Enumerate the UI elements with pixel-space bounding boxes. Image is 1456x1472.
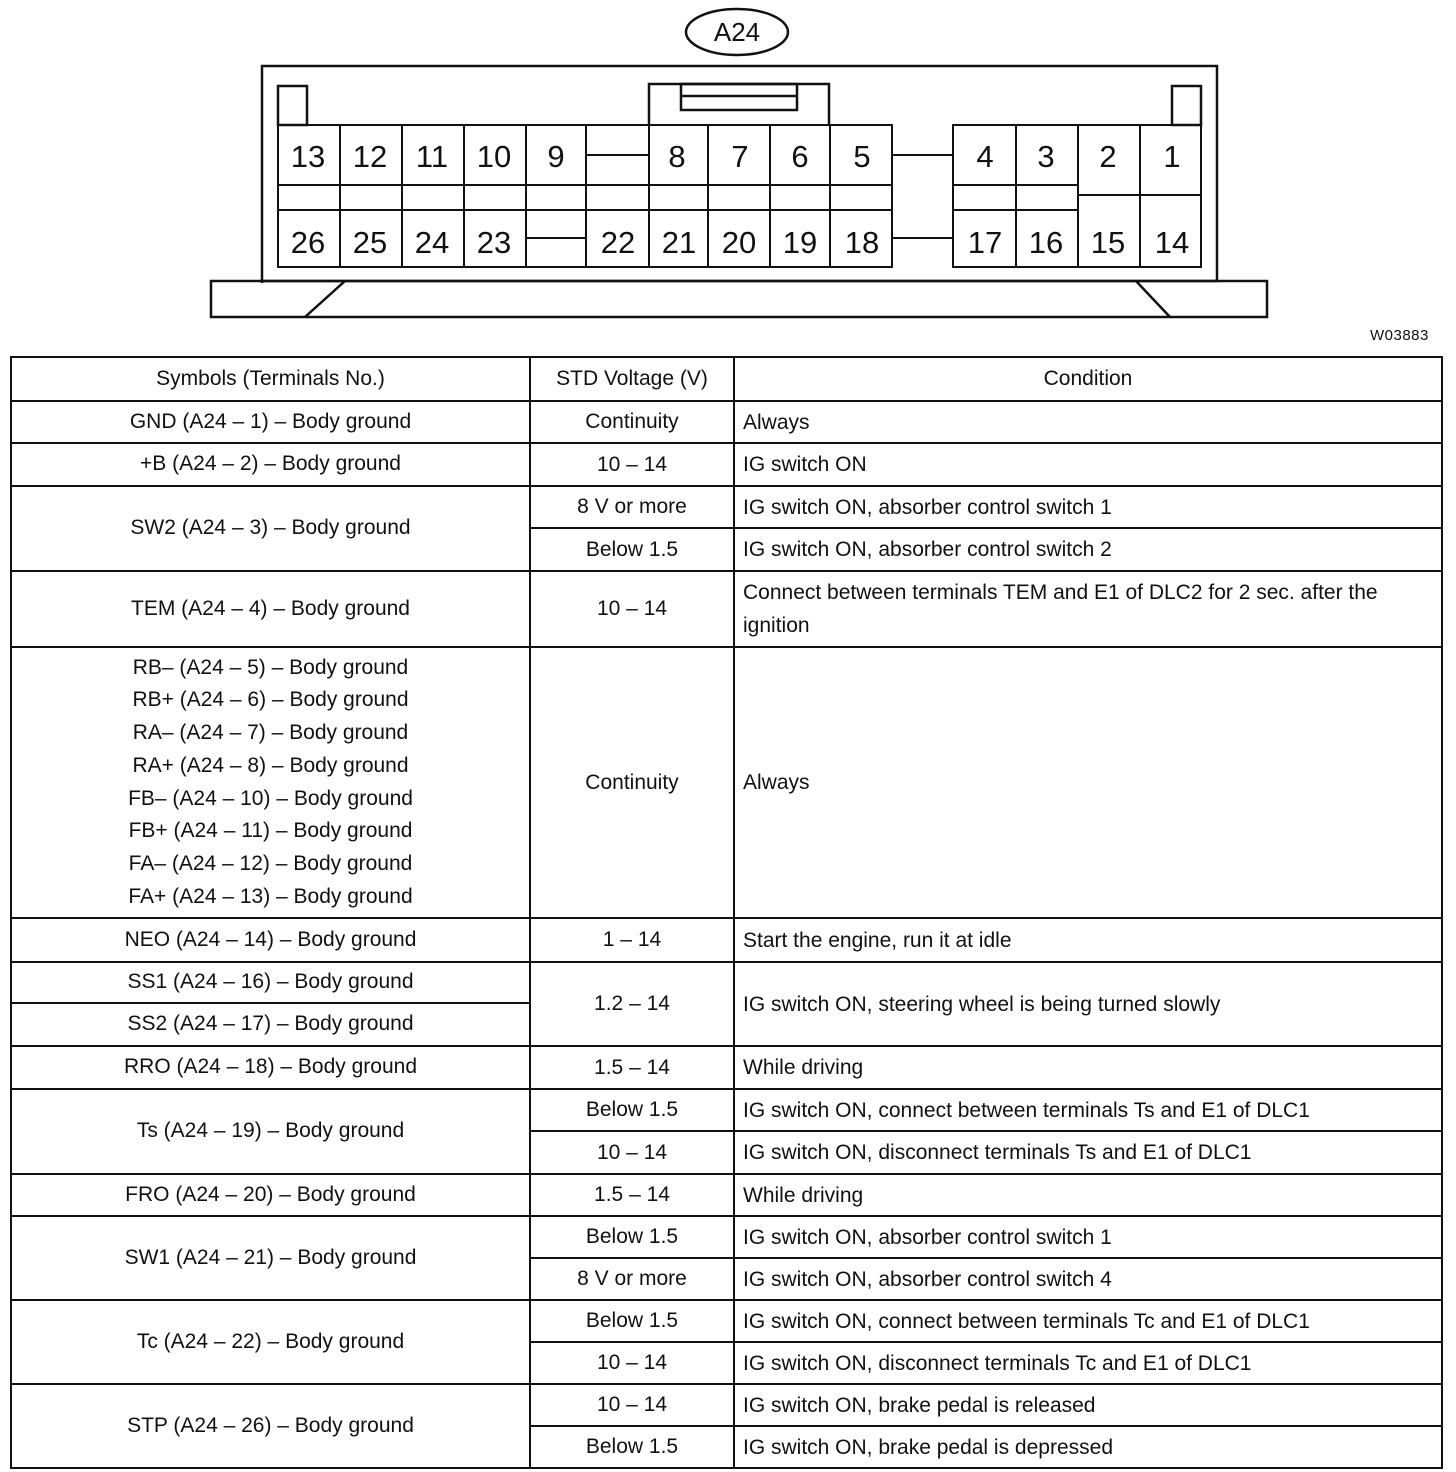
voltage-cell: 10 – 14	[530, 1342, 734, 1384]
symbol-cell: SS1 (A24 – 16) – Body ground	[11, 962, 530, 1003]
header-symbols: Symbols (Terminals No.)	[11, 357, 530, 401]
voltage-cell: Below 1.5	[530, 1216, 734, 1258]
terminal-24: 24	[414, 225, 450, 260]
table-row	[11, 486, 1442, 528]
symbol-line: RB+ (A24 – 6) – Body ground	[132, 688, 409, 712]
symbol-cell: SS2 (A24 – 17) – Body ground	[11, 1003, 530, 1046]
terminal-15: 15	[1090, 225, 1126, 260]
voltage-cell: 10 – 14	[530, 1384, 734, 1426]
condition-cell: Connect between terminals TEM and E1 of DLC2 for 2 sec. after the ignition	[734, 571, 1442, 647]
voltage-cell: Below 1.5	[530, 1089, 734, 1131]
table-row	[11, 1046, 1442, 1089]
condition-cell: IG switch ON, disconnect terminals Ts and E1 of DLC1	[734, 1131, 1442, 1174]
table-row	[11, 1384, 1442, 1426]
condition-cell: IG switch ON, absorber control switch 1	[734, 1216, 1442, 1258]
terminal-19: 19	[782, 225, 818, 260]
voltage-cell: 8 V or more	[530, 486, 734, 528]
terminal-20: 20	[721, 225, 757, 260]
terminal-1: 1	[1163, 139, 1181, 174]
condition-cell: Always	[734, 401, 1442, 443]
voltage-cell: 1.5 – 14	[530, 1046, 734, 1089]
symbol-line: FB– (A24 – 10) – Body ground	[128, 786, 413, 810]
voltage-cell: 1.5 – 14	[530, 1174, 734, 1216]
table-row	[11, 1216, 1442, 1258]
symbol-cell: Ts (A24 – 19) – Body ground	[11, 1089, 530, 1174]
terminal-14: 14	[1154, 225, 1190, 260]
condition-cell: IG switch ON, disconnect terminals Tc and E1 of DLC1	[734, 1342, 1442, 1384]
connector-diagram	[0, 0, 1456, 350]
table-row	[11, 1174, 1442, 1216]
terminal-7: 7	[731, 139, 749, 174]
symbol-cell: +B (A24 – 2) – Body ground	[11, 443, 530, 486]
terminal-13: 13	[290, 139, 326, 174]
voltage-cell: 1.2 – 14	[530, 962, 734, 1046]
table-row	[11, 443, 1442, 486]
terminal-23: 23	[476, 225, 512, 260]
symbol-cell: NEO (A24 – 14) – Body ground	[11, 918, 530, 962]
terminal-6: 6	[791, 139, 809, 174]
terminal-22: 22	[600, 225, 636, 260]
table-row	[11, 918, 1442, 962]
condition-cell: IG switch ON, brake pedal is depressed	[734, 1426, 1442, 1468]
terminal-5: 5	[853, 139, 871, 174]
table-row	[11, 1300, 1442, 1342]
voltage-cell: Below 1.5	[530, 1300, 734, 1342]
table-row	[11, 962, 1442, 1003]
symbol-line: RA– (A24 – 7) – Body ground	[132, 721, 409, 745]
condition-cell: IG switch ON, connect between terminals Tc and E1 of DLC1	[734, 1300, 1442, 1342]
voltage-cell: Below 1.5	[530, 1426, 734, 1468]
condition-cell: Always	[734, 647, 1442, 918]
condition-cell: IG switch ON, absorber control switch 2	[734, 528, 1442, 571]
terminal-11: 11	[415, 139, 449, 174]
terminal-numbers	[291, 139, 1189, 260]
connector-housing	[211, 66, 1267, 317]
terminal-3: 3	[1037, 139, 1055, 174]
symbol-cell: GND (A24 – 1) – Body ground	[11, 401, 530, 443]
terminal-18: 18	[844, 225, 880, 260]
voltage-cell: 10 – 14	[530, 571, 734, 647]
table-row	[11, 647, 1442, 918]
symbol-cell: RRO (A24 – 18) – Body ground	[11, 1046, 530, 1089]
symbol-cell: STP (A24 – 26) – Body ground	[11, 1384, 530, 1468]
terminal-25: 25	[352, 225, 388, 260]
symbol-line: RA+ (A24 – 8) – Body ground	[132, 753, 409, 777]
condition-cell: While driving	[734, 1174, 1442, 1216]
terminal-10: 10	[476, 139, 512, 174]
terminal-26: 26	[290, 225, 326, 260]
terminal-21: 21	[661, 225, 697, 260]
voltage-cell: 10 – 14	[530, 443, 734, 486]
table-row	[11, 401, 1442, 443]
table-row	[11, 1089, 1442, 1131]
connector-label-text: A24	[713, 17, 761, 47]
terminal-12: 12	[352, 139, 388, 174]
condition-cell: IG switch ON, brake pedal is released	[734, 1384, 1442, 1426]
symbol-cell	[11, 647, 530, 918]
terminal-8: 8	[668, 139, 686, 174]
condition-cell: IG switch ON, connect between terminals Ts and E1 of DLC1	[734, 1089, 1442, 1131]
voltage-cell: Continuity	[530, 647, 734, 918]
symbol-cell: Tc (A24 – 22) – Body ground	[11, 1300, 530, 1384]
header-condition: Condition	[734, 357, 1442, 401]
symbol-line: FA+ (A24 – 13) – Body ground	[128, 884, 413, 908]
connector-label	[686, 9, 788, 55]
condition-cell: IG switch ON, steering wheel is being turned slowly	[734, 962, 1442, 1046]
symbol-cell: FRO (A24 – 20) – Body ground	[11, 1174, 530, 1216]
symbol-line: FA– (A24 – 12) – Body ground	[128, 851, 413, 875]
condition-cell: While driving	[734, 1046, 1442, 1089]
voltage-cell: 8 V or more	[530, 1258, 734, 1300]
condition-cell: IG switch ON, absorber control switch 4	[734, 1258, 1442, 1300]
condition-cell: IG switch ON	[734, 443, 1442, 486]
terminal-9: 9	[547, 139, 565, 174]
table-header-row	[11, 357, 1442, 401]
terminal-spec-table	[10, 356, 1443, 1469]
voltage-cell: 10 – 14	[530, 1131, 734, 1174]
symbol-cell: TEM (A24 – 4) – Body ground	[11, 571, 530, 647]
terminal-4: 4	[976, 139, 994, 174]
header-voltage: STD Voltage (V)	[530, 357, 734, 401]
voltage-cell: Below 1.5	[530, 528, 734, 571]
symbol-cell: SW2 (A24 – 3) – Body ground	[11, 486, 530, 571]
symbol-line: FB+ (A24 – 11) – Body ground	[128, 819, 413, 843]
symbol-cell: SW1 (A24 – 21) – Body ground	[11, 1216, 530, 1300]
table-row	[11, 571, 1442, 647]
voltage-cell: Continuity	[530, 401, 734, 443]
symbol-line: RB– (A24 – 5) – Body ground	[132, 655, 409, 679]
condition-cell: Start the engine, run it at idle	[734, 918, 1442, 962]
terminal-2: 2	[1099, 139, 1117, 174]
condition-cell: IG switch ON, absorber control switch 1	[734, 486, 1442, 528]
figure-code: W03883	[1370, 327, 1429, 344]
voltage-cell: 1 – 14	[530, 918, 734, 962]
terminal-17: 17	[967, 225, 1003, 260]
terminal-16: 16	[1028, 225, 1064, 260]
